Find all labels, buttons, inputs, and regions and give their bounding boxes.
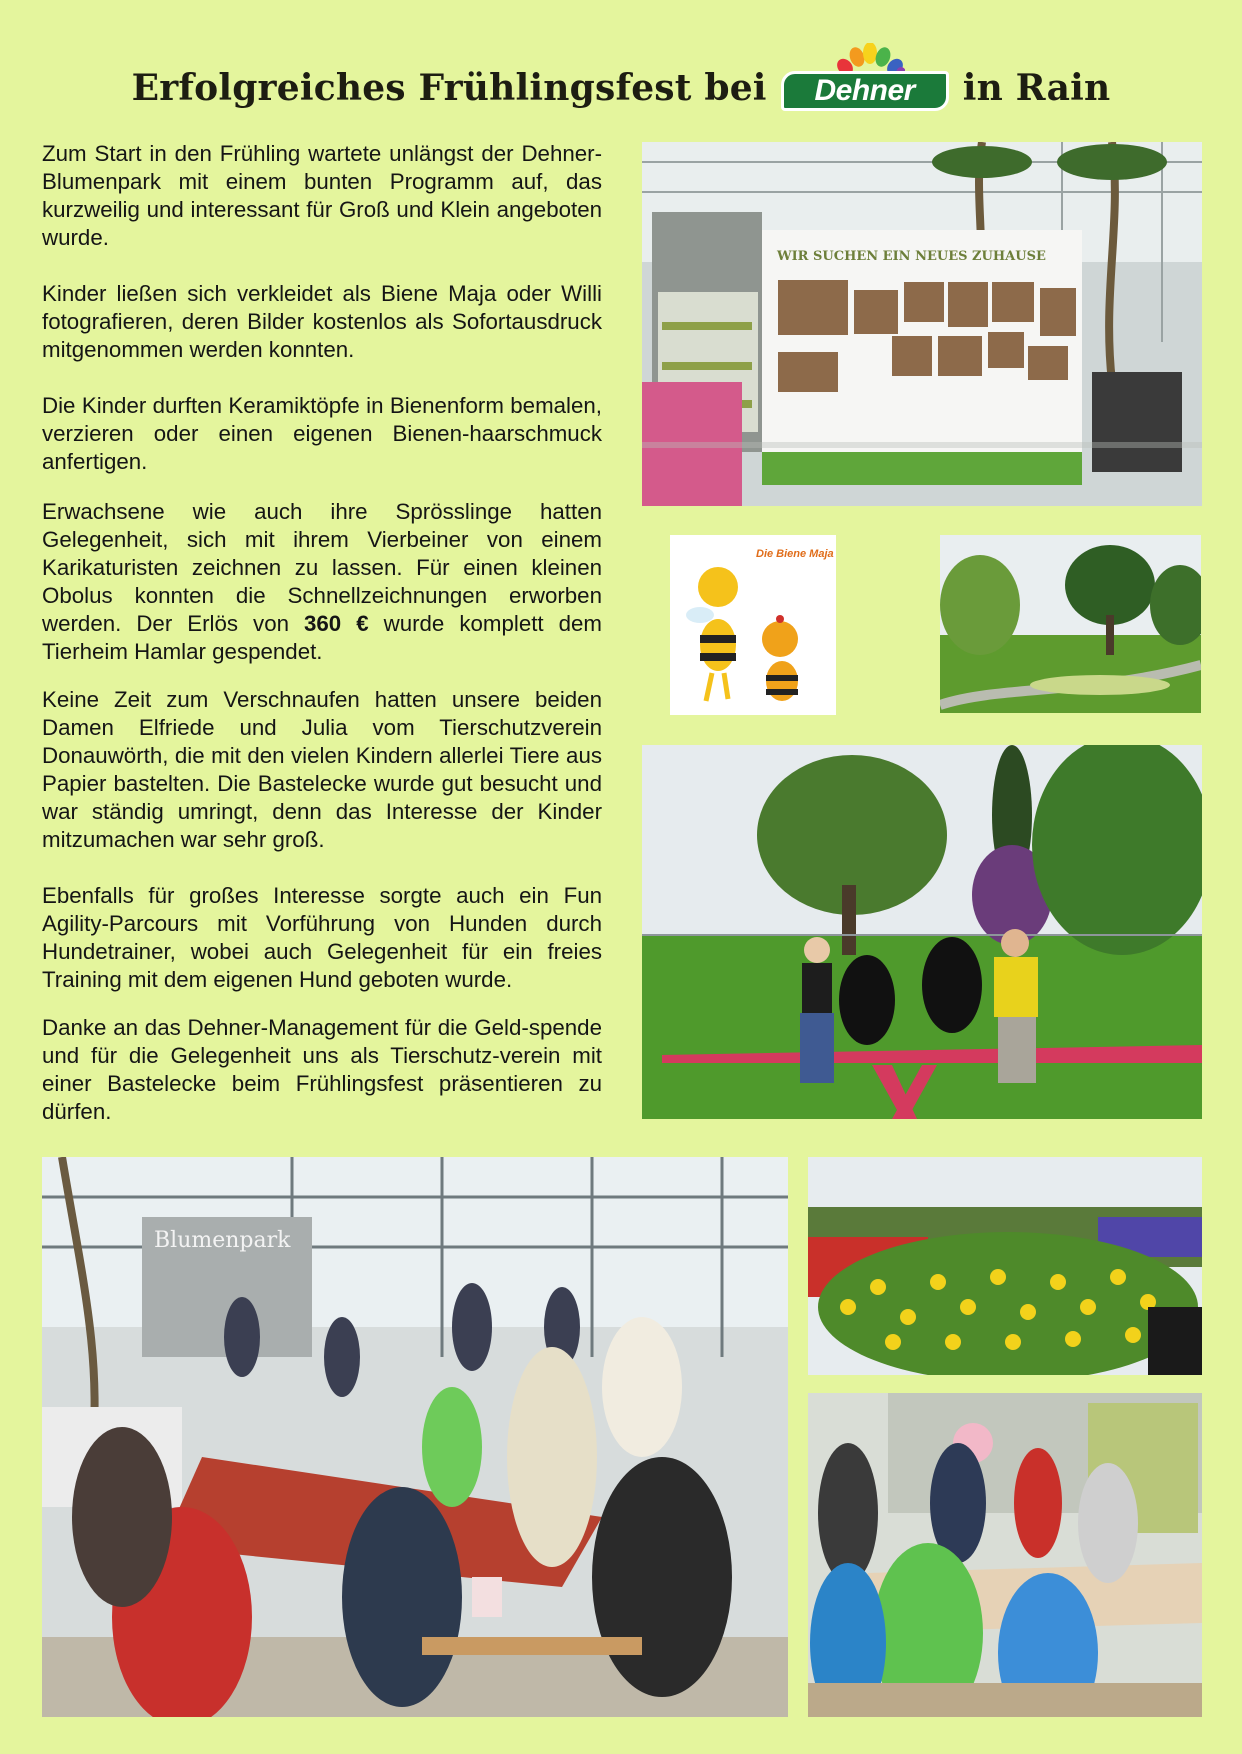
photo-crafting-crowd [42,1157,788,1717]
paragraph-4-end: wurde komplett dem Tierheim Hamlar gespendet. [42,611,602,664]
photo-kids-crafting [808,1393,1202,1717]
blumenpark-sign: Blumenpark [154,1228,291,1253]
maja-logo-text: Die Biene Maja [756,548,834,560]
photo-biene-maja [670,535,836,715]
paragraph-2: Kinder ließen sich verkleidet als Biene Maja oder Willi fotografieren, deren Bilder kostenlos als Sofortausdruck mitgenommen werden konnten. [42,281,602,362]
logo-wordmark: Dehner [781,71,949,111]
paragraph-7: Danke an das Dehner-Management für die Geld-spende und für die Gelegenheit uns als Tierschutz-verein mit einer Bastelecke beim Frühlingsfest präsentieren zu dürfen. [42,1015,602,1124]
donation-amount: 360 € [304,611,369,636]
paragraph-4 [42,498,602,666]
banner-text: WIR SUCHEN EIN NEUES ZUHAUSE [777,249,1046,264]
photo-daffodils [808,1157,1202,1375]
photo-garden [940,535,1201,713]
dehner-logo [781,65,949,111]
photo-adoption-display [642,142,1202,506]
paragraph-6: Ebenfalls für großes Interesse sorgte auch ein Fun Agility-Parcours mit Vorführung von Hunden durch Hundetrainer, wobei auch Gelegenheit für ein freies Training mit dem eigenen Hund geboten wurde. [42,883,602,992]
title-before: Erfolgreiches Frühlingsfest bei [131,67,767,109]
paragraph-3: Die Kinder durften Keramiktöpfe in Bienenform bemalen, verzieren oder einen eigenen Bienen-haarschmuck anfertigen. [42,393,602,474]
title-after: in Rain [962,67,1111,109]
photo-dog-agility [642,745,1202,1119]
paragraph-1: Zum Start in den Frühling wartete unlängst der Dehner-Blumenpark mit einem bunten Programm auf, das kurzweilig und interessant für Groß und Klein angeboten wurde. [42,141,602,250]
paragraph-4-start: Erwachsene wie auch ihre Sprösslinge hatten Gelegenheit, sich mit ihrem Vierbeiner von einem Karikaturisten zeichnen zu lassen. Für einen kleinen Obolus konnten die Schnellzeichnungen erworben werden. Der Erlös von [42,499,602,636]
page-title [0,58,1242,118]
paragraph-5: Keine Zeit zum Verschnaufen hatten unsere beiden Damen Elfriede und Julia vom Tierschutzverein Donauwörth, die mit den vielen Kindern allerlei Tiere aus Papier bastelten. Die Bastelecke wurde gut besucht und war ständig umringt, denn das Interesse der Kinder mitzumachen war sehr groß. [42,687,602,852]
